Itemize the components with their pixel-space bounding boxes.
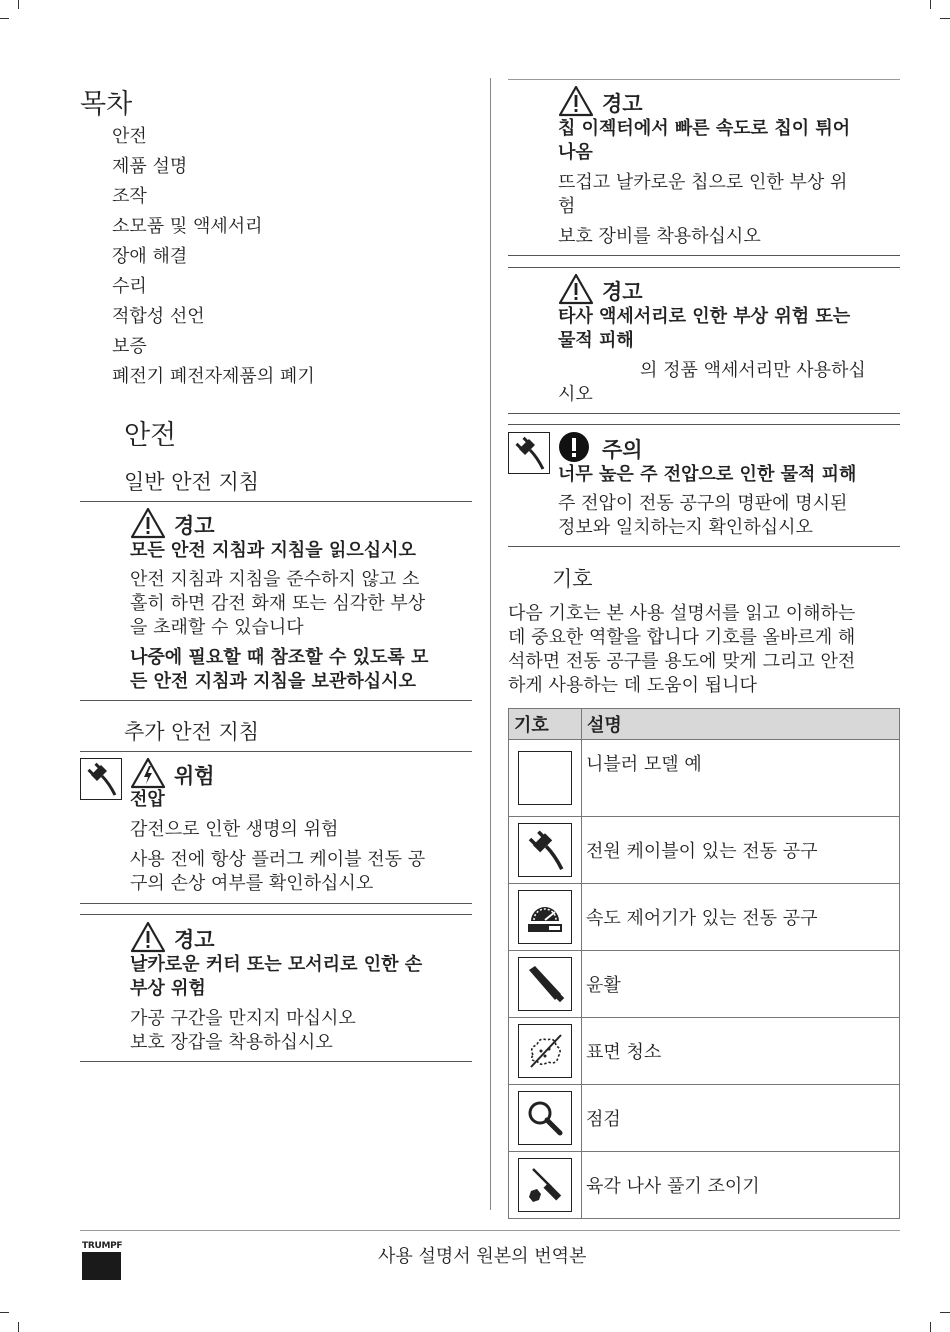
danger-instruction — [130, 848, 425, 896]
description-cell: 전원 케이블이 있는 전동 공구 — [582, 817, 900, 884]
text-line: 든 안전 지침과 지침을 보관하십시오 — [130, 671, 416, 692]
toc-title: 목차 — [80, 89, 133, 120]
description-cell: 속도 제어기가 있는 전동 공구 — [582, 884, 900, 951]
caution-instruction — [558, 492, 847, 540]
table-row — [509, 817, 900, 884]
screwdriver-hex-icon — [518, 1158, 572, 1212]
divider — [80, 914, 472, 915]
description-cell: 윤활 — [582, 951, 900, 1018]
divider — [80, 751, 472, 752]
divider — [508, 255, 900, 256]
warning-lines — [130, 1007, 356, 1055]
column-divider — [490, 78, 491, 1210]
warning-body — [558, 171, 847, 219]
symbol-cell — [509, 1085, 582, 1152]
col-header-symbol: 기호 — [509, 709, 582, 740]
symbol-cell — [509, 817, 582, 884]
toc-item-conformity[interactable]: 적합성 선언 — [112, 306, 205, 327]
toc-item-troubleshooting[interactable]: 장애 해결 — [112, 246, 188, 267]
divider — [508, 79, 900, 80]
table-row — [509, 1085, 900, 1152]
toc-item-safety[interactable]: 안전 — [112, 126, 147, 147]
table-row — [509, 740, 900, 817]
text-line: 을 초래할 수 있습니다 — [130, 617, 304, 638]
text-line: 사용 전에 항상 플러그 케이블 전동 공 — [130, 849, 426, 870]
text-line: 날카로운 커터 또는 모서리로 인한 손 — [130, 954, 423, 975]
signal-word-warning: 경고 — [174, 514, 215, 538]
warning-triangle-icon — [558, 85, 594, 121]
warning-heading — [558, 305, 850, 353]
warning-heading — [130, 953, 422, 1001]
toc-item-operation[interactable]: 조작 — [112, 186, 147, 207]
signal-word-warning: 경고 — [602, 280, 643, 304]
text-line: 안전 지침과 지침을 준수하지 않고 소 — [130, 569, 420, 590]
blank-model-icon — [518, 751, 572, 805]
warning-instruction — [130, 646, 428, 694]
symbol-cell — [509, 1018, 582, 1085]
power-plug-icon — [518, 823, 572, 877]
warning-triangle-icon — [130, 507, 166, 543]
symbol-cell — [509, 740, 582, 817]
footer-text: 사용 설명서 원본의 번역본 — [378, 1246, 587, 1267]
text-line: 정보와 일치하는지 확인하십시오 — [558, 517, 813, 538]
text-line: 구의 손상 여부를 확인하십시오 — [130, 873, 374, 894]
divider — [80, 903, 472, 904]
signal-word-danger: 위험 — [174, 764, 215, 788]
table-row — [509, 951, 900, 1018]
toc-item-description[interactable]: 제품 설명 — [112, 156, 188, 177]
brand-logo-text: TRUMPF — [82, 1241, 123, 1251]
danger-heading: 전압 — [130, 789, 165, 810]
section-title-safety: 안전 — [124, 420, 177, 451]
divider — [80, 1061, 472, 1062]
symbols-intro — [508, 602, 855, 698]
caution-heading: 너무 높은 주 전압으로 인한 물적 피해 — [558, 464, 857, 485]
text-line: 나중에 필요할 때 참조할 수 있도록 모 — [130, 647, 429, 668]
magnifier-icon — [518, 1091, 572, 1145]
warning-body — [130, 568, 425, 640]
footer-divider — [80, 1230, 900, 1231]
table-row — [509, 1152, 900, 1219]
col-header-description: 설명 — [582, 709, 900, 740]
caution-exclamation-icon — [558, 431, 590, 467]
warning-instruction: 보호 장비를 착용하십시오 — [558, 226, 761, 247]
text-line: 부상 위험 — [130, 978, 206, 999]
danger-body: 감전으로 인한 생명의 위험 — [130, 819, 339, 840]
table-row — [509, 884, 900, 951]
warning-triangle-icon — [130, 921, 166, 957]
divider — [508, 546, 900, 547]
text-line: 주 전압이 전동 공구의 명판에 명시된 — [558, 493, 848, 514]
divider — [508, 424, 900, 425]
signal-word-caution: 주의 — [602, 438, 643, 462]
divider — [508, 413, 900, 414]
divider — [80, 501, 472, 502]
symbol-cell — [509, 884, 582, 951]
text-line: 뜨겁고 날카로운 칩으로 인한 부상 위 — [558, 172, 848, 193]
text-line: 물적 피해 — [558, 330, 634, 351]
warning-triangle-icon — [558, 273, 594, 309]
toc-item-disposal[interactable]: 폐전기 폐전자제품의 폐기 — [112, 366, 315, 387]
section-title-symbols: 기호 — [552, 567, 593, 591]
text-line: 험 — [558, 196, 576, 217]
symbol-cell — [509, 1152, 582, 1219]
warning-heading: 모든 안전 지침과 지침을 읽으십시오 — [130, 540, 416, 561]
table-header-row — [509, 709, 900, 740]
lubrication-tube-icon — [518, 957, 572, 1011]
description-cell: 육각 나사 풀기 조이기 — [582, 1152, 900, 1219]
text-line: 칩 이젝터에서 빠른 속도로 칩이 튀어 — [558, 118, 851, 139]
warning-instruction-line1: 의 정품 액세서리만 사용하십 — [640, 360, 866, 381]
description-cell: 표면 청소 — [582, 1018, 900, 1085]
text-line: 가공 구간을 만지지 마십시오 — [130, 1008, 356, 1029]
toc-item-consumables[interactable]: 소모품 및 액세서리 — [112, 216, 263, 237]
text-line: 데 중요한 역할을 합니다 기호를 올바르게 해 — [508, 627, 856, 648]
toc-item-warranty[interactable]: 보증 — [112, 336, 147, 357]
warning-instruction-line2: 시오 — [558, 384, 593, 405]
brand-logo-block — [82, 1252, 121, 1280]
divider — [508, 267, 900, 268]
table-row — [509, 1018, 900, 1085]
power-plug-icon — [80, 758, 122, 800]
text-line: 석하면 전동 공구를 용도에 맞게 그리고 안전 — [508, 651, 856, 672]
description-cell: 니블러 모델 예 — [582, 740, 900, 817]
description-cell: 점검 — [582, 1085, 900, 1152]
text-line: 보호 장갑을 착용하십시오 — [130, 1032, 333, 1053]
divider — [80, 700, 472, 701]
signal-word-warning: 경고 — [174, 928, 215, 952]
power-plug-icon — [508, 432, 550, 474]
signal-word-warning: 경고 — [602, 92, 643, 116]
symbol-cell — [509, 951, 582, 1018]
text-line: 나옴 — [558, 142, 593, 163]
toc-list — [112, 122, 315, 392]
text-line: 홀히 하면 감전 화재 또는 심각한 부상 — [130, 593, 426, 614]
surface-cleaning-icon — [518, 1024, 572, 1078]
toc-item-repair[interactable]: 수리 — [112, 276, 147, 297]
symbols-table — [508, 708, 900, 1219]
subsection-title-general: 일반 안전 지침 — [124, 470, 260, 494]
warning-heading — [558, 117, 850, 165]
text-line: 타사 액세서리로 인한 부상 위험 또는 — [558, 306, 851, 327]
speed-control-icon — [518, 890, 572, 944]
subsection-title-additional: 추가 안전 지침 — [124, 720, 260, 744]
text-line: 하게 사용하는 데 도움이 됩니다 — [508, 675, 757, 696]
text-line: 다음 기호는 본 사용 설명서를 읽고 이해하는 — [508, 603, 856, 624]
